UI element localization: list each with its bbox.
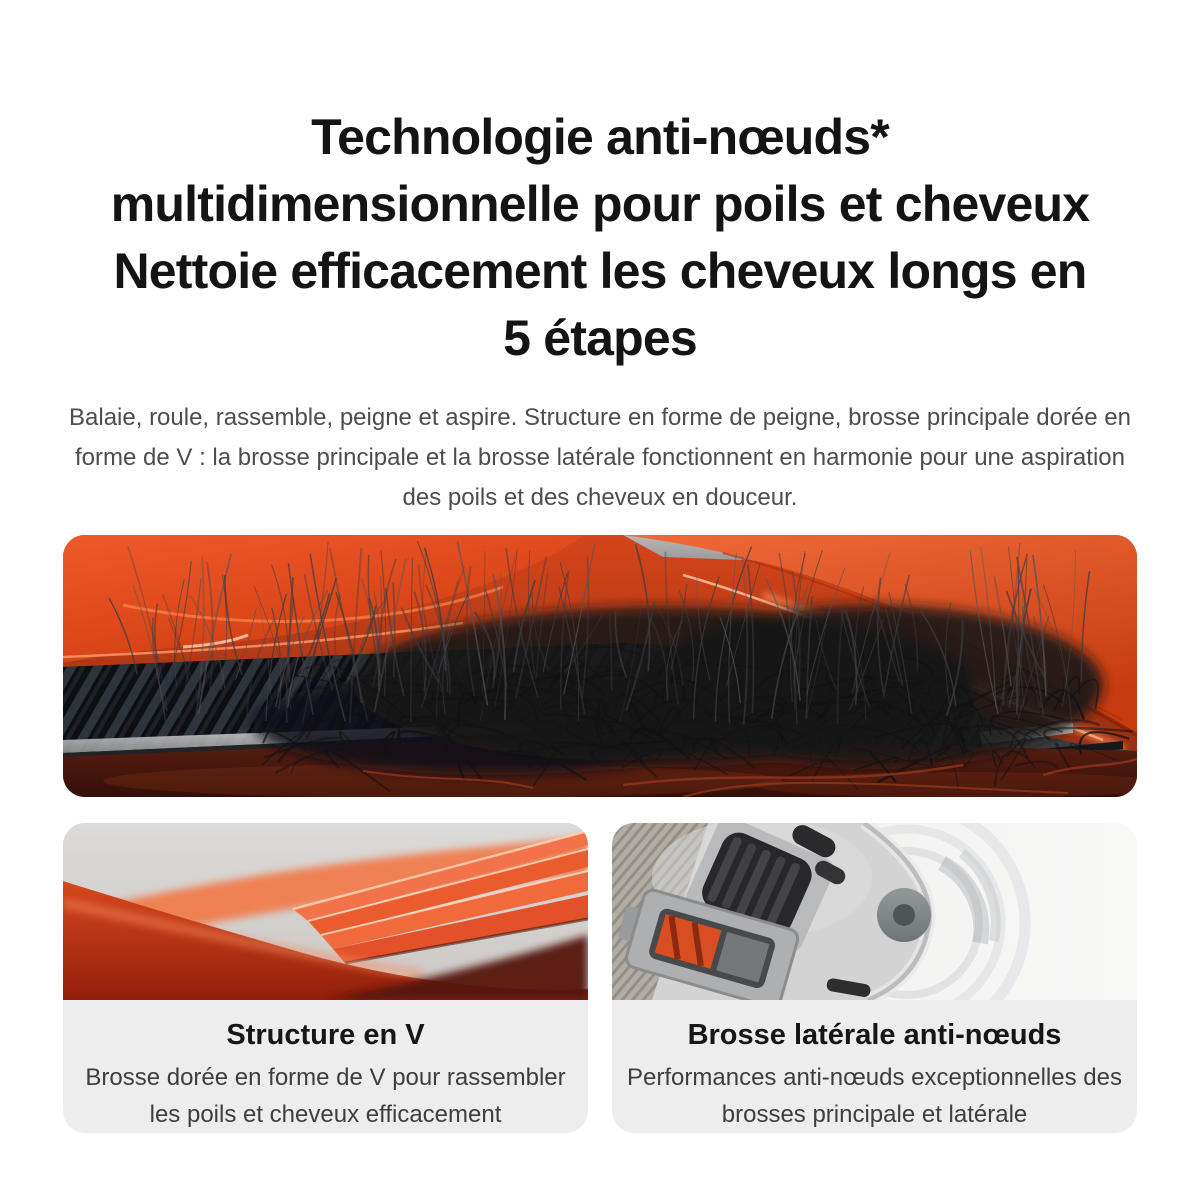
robot-underside-illustration bbox=[612, 823, 1137, 1000]
title-line-4: 5 étapes bbox=[503, 310, 697, 366]
v-brush-illustration bbox=[63, 823, 588, 1000]
hero-photo-main-brush-hair bbox=[63, 535, 1137, 797]
card-photo-robot-underside bbox=[612, 823, 1137, 1000]
card-v-structure bbox=[63, 823, 588, 1133]
card-side-brush bbox=[612, 823, 1137, 1133]
feature-cards bbox=[63, 823, 1137, 1133]
title-line-1: Technologie anti-nœuds* bbox=[311, 109, 889, 165]
card-right-text bbox=[612, 1000, 1137, 1133]
card-right-title: Brosse latérale anti-nœuds bbox=[687, 1019, 1062, 1051]
card-photo-v-brush bbox=[63, 823, 588, 1000]
title-line-3: Nettoie efficacement les cheveux longs en bbox=[113, 243, 1087, 299]
title-line-2: multidimensionnelle pour poils et cheveux bbox=[110, 176, 1090, 232]
card-left-text bbox=[63, 1000, 588, 1133]
card-right-body: Performances anti-nœuds exceptionnelles des brosses principale et latérale bbox=[627, 1064, 1122, 1128]
intro-paragraph: Balaie, roule, rassemble, peigne et aspire. Structure en forme de peigne, brosse principale dorée en forme de V : la brosse principale et la brosse latérale fonctionnent en harmonie pour une aspiration des poils et des cheveux en douceur. bbox=[69, 404, 1131, 511]
hero-illustration bbox=[63, 535, 1137, 797]
card-left-body: Brosse dorée en forme de V pour rassembler les poils et cheveux efficacement bbox=[85, 1064, 566, 1128]
card-left-title: Structure en V bbox=[226, 1019, 425, 1051]
page-title bbox=[0, 0, 1200, 372]
